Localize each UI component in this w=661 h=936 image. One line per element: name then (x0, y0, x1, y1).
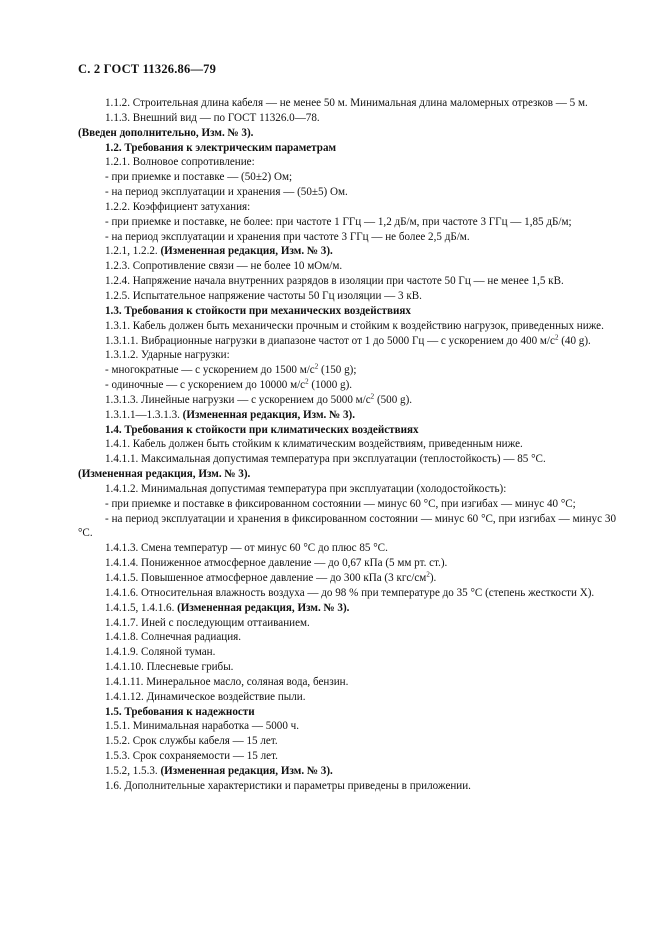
paragraph-sup: 2 (305, 377, 309, 386)
paragraph-bold: 1.3. Требования к стойкости при механических воздействиях (105, 304, 411, 317)
paragraph-pre: 1.4.1.5, 1.4.1.6. (105, 601, 178, 614)
paragraph-pre: - при приемке и поставке в фиксированном состоянии — минус 60 °С, при изгибах — минус 40 °С; (105, 497, 576, 510)
page-header: С. 2 ГОСТ 11326.86—79 (78, 62, 217, 76)
paragraph (78, 437, 616, 452)
paragraph-pre: 1.4.1.4. Пониженное атмосферное давление — до 0,67 кПа (5 мм рт. ст.). (105, 557, 448, 570)
paragraph (78, 215, 616, 230)
paragraph (78, 348, 616, 363)
paragraph-pre: - при приемке и поставке, не более: при частоте 1 ГГц — 1,2 дБ/м, при частоте 3 ГГц — 1,85 дБ/м; (105, 215, 572, 228)
paragraph-pre: 1.4.1.8. Солнечная радиация. (105, 631, 242, 644)
paragraph-pre: 1.2.1. Волновое сопротивление: (105, 156, 255, 169)
paragraph (78, 749, 616, 764)
paragraph-pre: 1.2.1, 1.2.2. (105, 245, 161, 258)
paragraph (78, 289, 616, 304)
paragraph-pre: 1.4.1.10. Плесневые грибы. (105, 661, 234, 674)
paragraph-pre: 1.5.2, 1.5.3. (105, 764, 161, 777)
paragraph (78, 334, 616, 349)
paragraph-pre: 1.4.1.2. Минимальная допустимая температура при эксплуатации (холодостойкость): (105, 482, 507, 495)
paragraph (78, 111, 616, 126)
paragraph-pre: - одиночные — с ускорением до 10000 м/с (105, 379, 306, 392)
paragraph-pre: - на период эксплуатации и хранения в фиксированном состоянии — минус 60 °С, при изгибах — минус 30 °С. (78, 512, 616, 540)
paragraph-pre: - при приемке и поставке — (50±2) Ом; (105, 171, 293, 184)
paragraph (78, 230, 616, 245)
paragraph-pre: 1.2.5. Испытательное напряжение частоты 50 Гц изоляции — 3 кВ. (105, 289, 422, 302)
paragraph-pre: 1.4.1.1. Максимальная допустимая температура при эксплуатации (теплостойкость) — 85 °С. (105, 453, 546, 466)
paragraph (78, 616, 616, 631)
paragraph (78, 363, 616, 378)
paragraph-pre: 1.4.1.5. Повышенное атмосферное давление — до 300 кПа (3 кгс/см (105, 572, 427, 584)
paragraph-bold: (Измененная редакция, Изм. № 3). (177, 601, 350, 614)
paragraph-post: (40 g). (558, 334, 591, 347)
paragraph-pre: - на период эксплуатации и хранения при частоте 3 ГГц — не более 2,5 дБ/м. (105, 230, 470, 243)
paragraph-pre: 1.2.4. Напряжение начала внутренних разрядов в изоляции при частоте 50 Гц — не менее 1,5 кВ. (105, 275, 564, 288)
paragraph (78, 141, 616, 156)
paragraph (78, 675, 616, 690)
paragraph-post: (150 g); (318, 364, 357, 377)
paragraph (78, 556, 616, 571)
paragraph (78, 779, 616, 794)
paragraph-bold: (Измененная редакция, Изм. № 3). (182, 408, 355, 421)
paragraph (78, 645, 616, 660)
paragraph-pre: 1.6. Дополнительные характеристики и параметры приведены в приложении. (105, 779, 471, 792)
paragraph (78, 185, 616, 200)
paragraph-sup: 2 (426, 570, 430, 579)
paragraph (78, 660, 616, 675)
paragraph (78, 259, 616, 274)
paragraph-pre: 1.4.1. Кабель должен быть стойким к климатическим воздействиям, приведенным ниже. (105, 438, 523, 451)
paragraph-pre: 1.2.3. Сопротивление связи — не более 10 мОм/м. (105, 260, 343, 273)
paragraph (78, 393, 616, 408)
paragraph-bold: 1.2. Требования к электрическим параметрам (105, 141, 337, 154)
paragraph-bold: (Измененная редакция, Изм. № 3). (160, 764, 333, 777)
paragraph (78, 423, 616, 438)
paragraph-bold: (Измененная редакция, Изм. № 3). (78, 468, 251, 481)
paragraph-pre: 1.3.1.2. Ударные нагрузки: (105, 349, 230, 362)
paragraph (78, 571, 616, 586)
paragraph-pre: - многократные — с ускорением до 1500 м/с (105, 364, 315, 377)
paragraph (78, 274, 616, 289)
paragraph-pre: 1.4.1.3. Смена температур — от минус 60 °С до плюс 85 °С. (105, 542, 388, 555)
paragraph-pre: 1.1.2. Строительная длина кабеля — не менее 50 м. Минимальная длина маломерных отрезков — 5 м. (105, 97, 588, 109)
paragraph-bold: (Введен дополнительно, Изм. № 3). (78, 126, 254, 139)
paragraph (78, 319, 616, 334)
paragraph-bold: 1.5. Требования к надежности (105, 705, 255, 718)
paragraph (78, 705, 616, 720)
paragraph-pre: 1.3.1. Кабель должен быть механически прочным и стойким к воздействию нагрузок, приведенных ниже. (105, 319, 604, 332)
paragraph (78, 586, 616, 601)
paragraph-pre: 1.3.1.1. Вибрационные нагрузки в диапазоне частот от 1 до 5000 Гц — с ускорением до 400 м/с (105, 334, 555, 347)
paragraph-pre: 1.3.1.1—1.3.1.3. (105, 408, 183, 421)
paragraph-pre: - на период эксплуатации и хранения — (50±5) Ом. (105, 186, 348, 199)
paragraph-sup: 2 (370, 392, 375, 401)
paragraph-pre: 1.4.1.6. Относительная влажность воздуха — до 98 % при температуре до 35 °С (степень жесткости X). (105, 586, 595, 599)
paragraph (78, 630, 616, 645)
paragraph (78, 452, 616, 467)
paragraph-sup: 2 (314, 362, 319, 371)
paragraph-sup: 2 (554, 332, 559, 341)
paragraph (78, 482, 616, 497)
paragraph-bold: (Измененная редакция, Изм. № 3). (160, 245, 333, 258)
paragraph-pre: 1.4.1.7. Иней с последующим оттаиванием. (105, 616, 310, 629)
paragraph-bold: 1.4. Требования к стойкости при климатических воздействиях (105, 423, 419, 436)
paragraph (78, 764, 616, 779)
paragraph-pre: 1.5.3. Срок сохраняемости — 15 лет. (105, 750, 278, 763)
paragraph-pre: 1.5.2. Срок службы кабеля — 15 лет. (105, 735, 278, 748)
paragraph (78, 304, 616, 319)
paragraph-pre: 1.2.2. Коэффициент затухания: (105, 200, 251, 213)
paragraph (78, 467, 616, 482)
paragraph-pre: 1.4.1.9. Соляной туман. (105, 646, 216, 659)
paragraph (78, 690, 616, 705)
paragraph (78, 378, 616, 393)
paragraph (78, 408, 616, 423)
paragraph-post: (500 g). (374, 393, 413, 406)
paragraph (78, 126, 616, 141)
paragraph-post: ). (429, 572, 437, 584)
paragraph (78, 497, 616, 512)
paragraph (78, 170, 616, 185)
document-body (78, 96, 616, 794)
paragraph-post: (1000 g). (308, 379, 353, 392)
paragraph (78, 734, 616, 749)
paragraph-pre: 1.4.1.11. Минеральное масло, соляная вода, бензин. (105, 675, 349, 688)
paragraph-pre: 1.3.1.3. Линейные нагрузки — с ускорением до 5000 м/с (105, 393, 371, 406)
paragraph (78, 200, 616, 215)
paragraph (78, 155, 616, 170)
paragraph (78, 601, 616, 616)
paragraph (78, 244, 616, 259)
paragraph (78, 541, 616, 556)
paragraph-pre: 1.1.3. Внешний вид — по ГОСТ 11326.0—78. (105, 111, 320, 124)
paragraph (78, 512, 616, 542)
paragraph-pre: 1.4.1.12. Динамическое воздействие пыли. (105, 690, 306, 703)
paragraph (78, 719, 616, 734)
paragraph-pre: 1.5.1. Минимальная наработка — 5000 ч. (105, 720, 300, 733)
paragraph (78, 96, 616, 111)
